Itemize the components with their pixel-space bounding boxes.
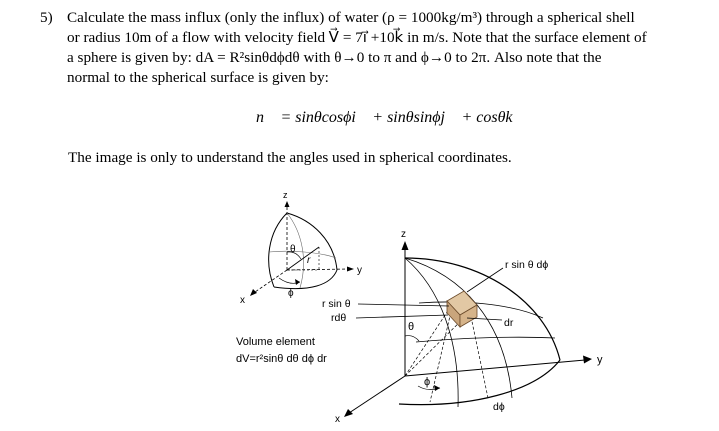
small-z-label: z xyxy=(283,190,288,200)
r-dtheta-label: rdθ xyxy=(331,312,347,324)
normal-vector-formula: n⃗ = sinθcosϕi⃗ + sinθsinϕj⃗ + cosθk⃗ xyxy=(256,109,525,126)
large-z-label: z xyxy=(401,229,406,240)
figure-note: The image is only to understand the angles used in spherical coordinates. xyxy=(68,149,512,166)
volume-element-title: Volume element xyxy=(236,336,315,348)
leader-lines xyxy=(356,268,503,320)
problem-line-1: Calculate the mass influx (only the influx) of water (ρ = 1000kg/m³) through a spherical shell xyxy=(67,9,635,26)
r-sin-theta-label: r sin θ xyxy=(322,298,351,310)
small-r-label: r xyxy=(307,255,311,266)
volume-element-box xyxy=(447,291,477,327)
large-y-label: y xyxy=(597,354,603,366)
volume-element-formula: dV=r²sinθ dθ dϕ dr xyxy=(236,353,327,365)
large-x-label: x xyxy=(335,414,340,425)
large-phi-label: ϕ xyxy=(424,376,431,388)
dr-label: dr xyxy=(504,317,514,329)
problem-number: 5) xyxy=(40,9,53,26)
small-x-label: x xyxy=(240,295,245,306)
problem-line-3: a sphere is given by: dA = R²sinθdϕdθ with θ→0 to π and ϕ→0 to 2π. Also note that the xyxy=(67,49,602,66)
problem-line-2: or radius 10m of a flow with velocity field V⃗ = 7i⃗ +10k⃗ in m/s. Note that the surface element of xyxy=(67,29,647,46)
large-theta-label: θ xyxy=(408,321,415,333)
small-phi-label: ϕ xyxy=(288,288,294,299)
small-theta-label: θ xyxy=(290,244,296,255)
problem-line-4: normal to the spherical surface is given by: xyxy=(67,69,329,86)
r-sin-theta-dphi-label: r sin θ dϕ xyxy=(505,259,549,271)
small-sphere-diagram xyxy=(250,201,354,296)
dphi-label: dϕ xyxy=(493,401,505,413)
large-sphere-diagram xyxy=(344,241,592,417)
small-y-label: y xyxy=(357,265,362,276)
